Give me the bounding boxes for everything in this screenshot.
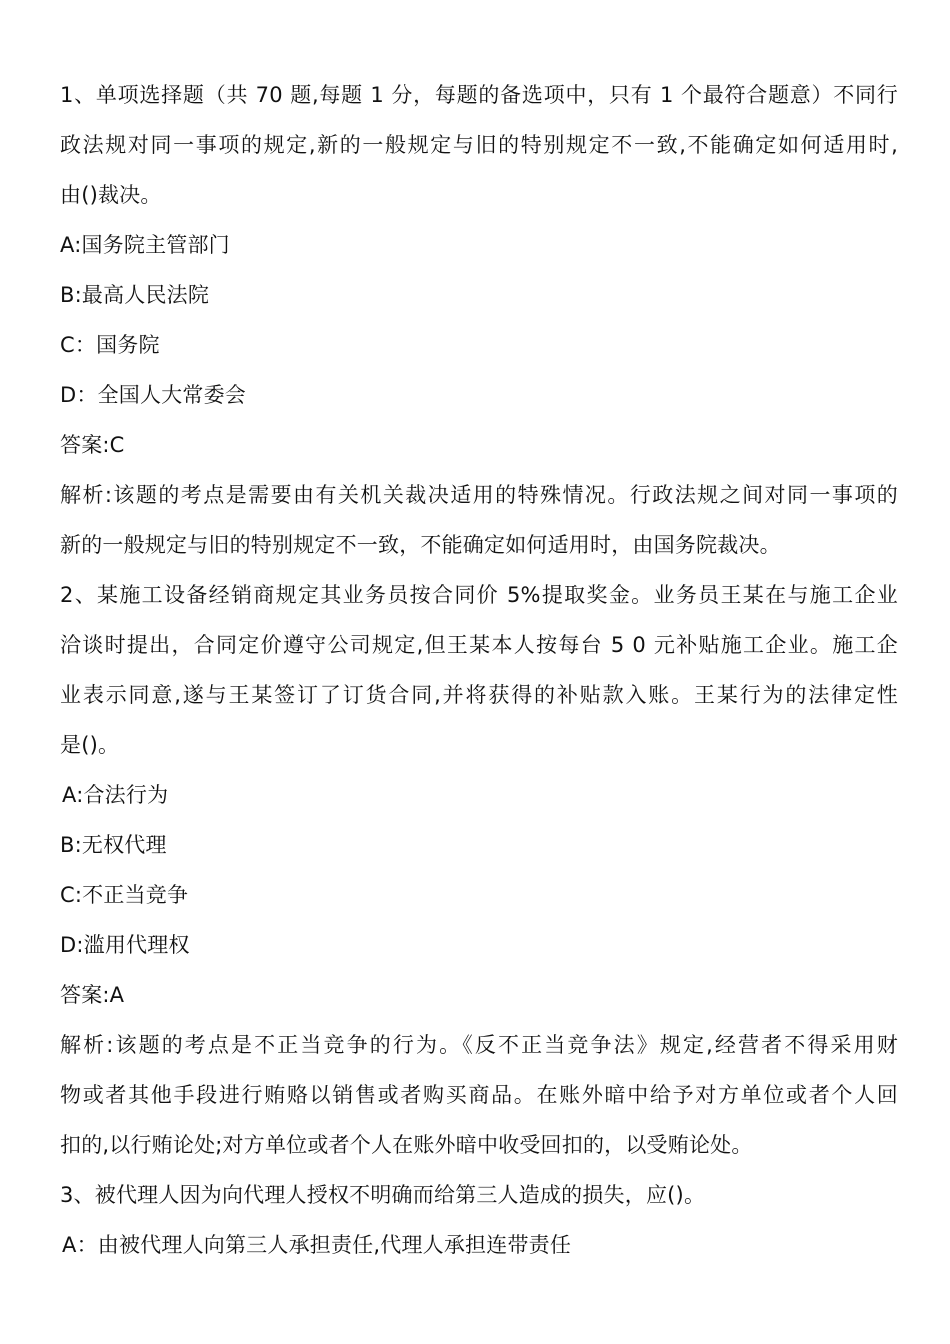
q2-option-d: D:滥用代理权 bbox=[60, 933, 190, 957]
q2-option-b: B:无权代理 bbox=[60, 833, 167, 857]
q1-option-b: B:最高人民法院 bbox=[60, 283, 210, 307]
document-content bbox=[60, 70, 898, 1270]
q1-analysis-line-1: 解析:该题的考点是需要由有关机关裁决适用的特殊情况。行政法规之间对同一事项的 bbox=[60, 483, 898, 507]
q1-stem-line-3: 由()裁决。 bbox=[60, 183, 162, 207]
q1-option-a: A:国务院主管部门 bbox=[60, 233, 230, 257]
q1-analysis-line-2: 新的一般规定与旧的特别规定不一致，不能确定如何适用时，由国务院裁决。 bbox=[60, 533, 781, 557]
q2-option-c: C:不正当竞争 bbox=[60, 883, 189, 907]
q2-option-a: A:合法行为 bbox=[62, 783, 169, 807]
q2-stem-line-2: 洽谈时提出，合同定价遵守公司规定,但王某本人按每台 5 0 元补贴施工企业。施工企 bbox=[60, 633, 898, 657]
q2-analysis-line-1: 解析:该题的考点是不正当竞争的行为。《反不正当竞争法》规定,经营者不得采用财 bbox=[60, 1033, 898, 1057]
q1-option-c: C：国务院 bbox=[60, 333, 160, 357]
q2-stem-line-1: 2、某施工设备经销商规定其业务员按合同价 5%提取奖金。业务员王某在与施工企业 bbox=[60, 583, 898, 607]
q1-option-d: D：全国人大常委会 bbox=[60, 383, 246, 407]
q1-stem-line-1: 1、单项选择题（共 70 题,每题 1 分，每题的备选项中，只有 1 个最符合题意）不同行 bbox=[60, 83, 898, 107]
q2-stem-line-4: 是()。 bbox=[60, 733, 120, 757]
q2-stem-line-3: 业表示同意,遂与王某签订了订货合同,并将获得的补贴款入账。王某行为的法律定性 bbox=[60, 683, 898, 707]
q3-option-a: A：由被代理人向第三人承担责任,代理人承担连带责任 bbox=[62, 1233, 572, 1257]
q3-stem-line-1: 3、被代理人因为向代理人授权不明确而给第三人造成的损失，应()。 bbox=[60, 1183, 706, 1207]
q1-answer: 答案:C bbox=[60, 433, 125, 457]
q2-analysis-line-2: 物或者其他手段进行贿赂以销售或者购买商品。在账外暗中给予对方单位或者个人回 bbox=[60, 1083, 898, 1107]
q2-analysis-line-3: 扣的,以行贿论处;对方单位或者个人在账外暗中收受回扣的，以受贿论处。 bbox=[60, 1133, 753, 1157]
q1-stem-line-2: 政法规对同一事项的规定,新的一般规定与旧的特别规定不一致,不能确定如何适用时, bbox=[60, 133, 898, 157]
q2-answer: 答案:A bbox=[60, 983, 125, 1007]
